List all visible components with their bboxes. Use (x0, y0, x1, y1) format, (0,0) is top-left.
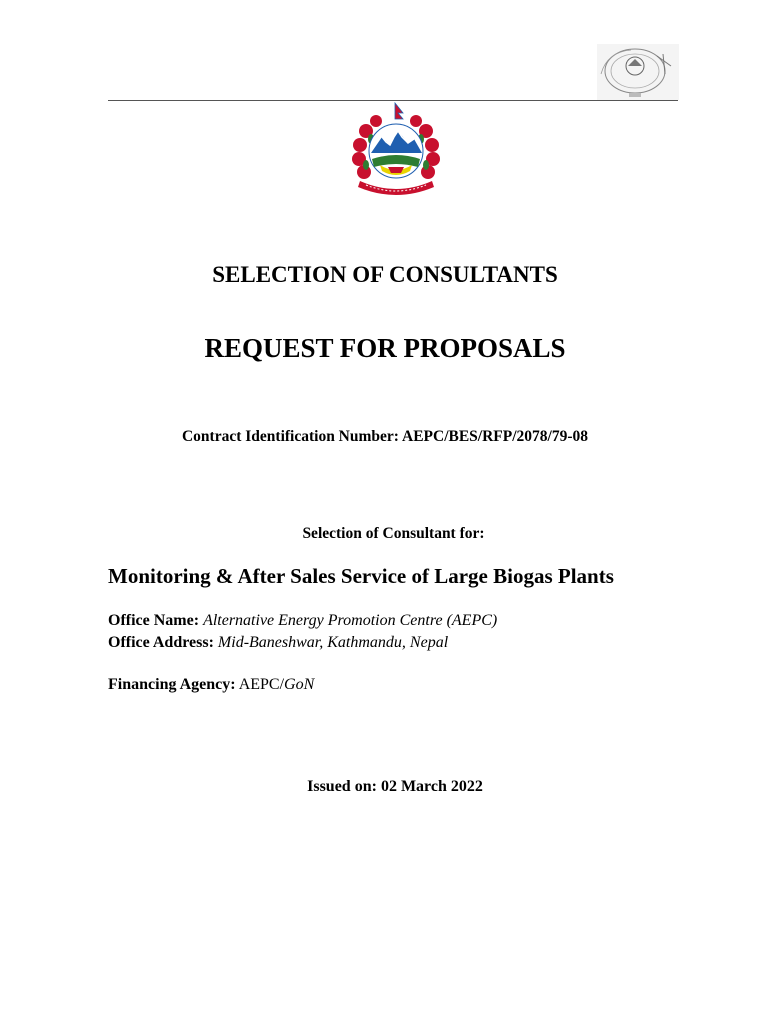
assignment-title: Monitoring & After Sales Service of Large Biogas Plants (108, 564, 614, 588)
financing-agency-line (108, 676, 314, 694)
contract-identification (0, 428, 770, 446)
office-name-value: Alternative Energy Promotion Centre (AEPC) (203, 612, 498, 629)
office-address-line (108, 634, 448, 652)
contract-number: AEPC/BES/RFP/2078/79-08 (402, 428, 589, 445)
office-address-label: Office Address: (108, 634, 214, 651)
selection-for-heading: Selection of Consultant for: (302, 525, 485, 542)
seal-logo-icon (597, 44, 679, 100)
nepal-national-emblem-icon (344, 101, 448, 199)
issued-label: Issued on: (307, 778, 377, 795)
title-request-for-proposals: REQUEST FOR PROPOSALS (204, 333, 566, 363)
office-name-line (108, 612, 497, 630)
financing-agency-label: Financing Agency: (108, 676, 236, 693)
office-address-value: Mid-Baneshwar, Kathmandu, Nepal (217, 634, 449, 651)
issued-date: 02 March 2022 (380, 778, 483, 795)
office-name-label: Office Name: (108, 612, 200, 629)
title-selection-of-consultants: SELECTION OF CONSULTANTS (212, 262, 558, 287)
contract-label: Contract Identification Number: (181, 428, 399, 445)
financing-agency-value-italic: GoN (284, 676, 315, 693)
financing-agency-value-roman: AEPC/ (238, 676, 285, 693)
issued-on (0, 778, 770, 796)
